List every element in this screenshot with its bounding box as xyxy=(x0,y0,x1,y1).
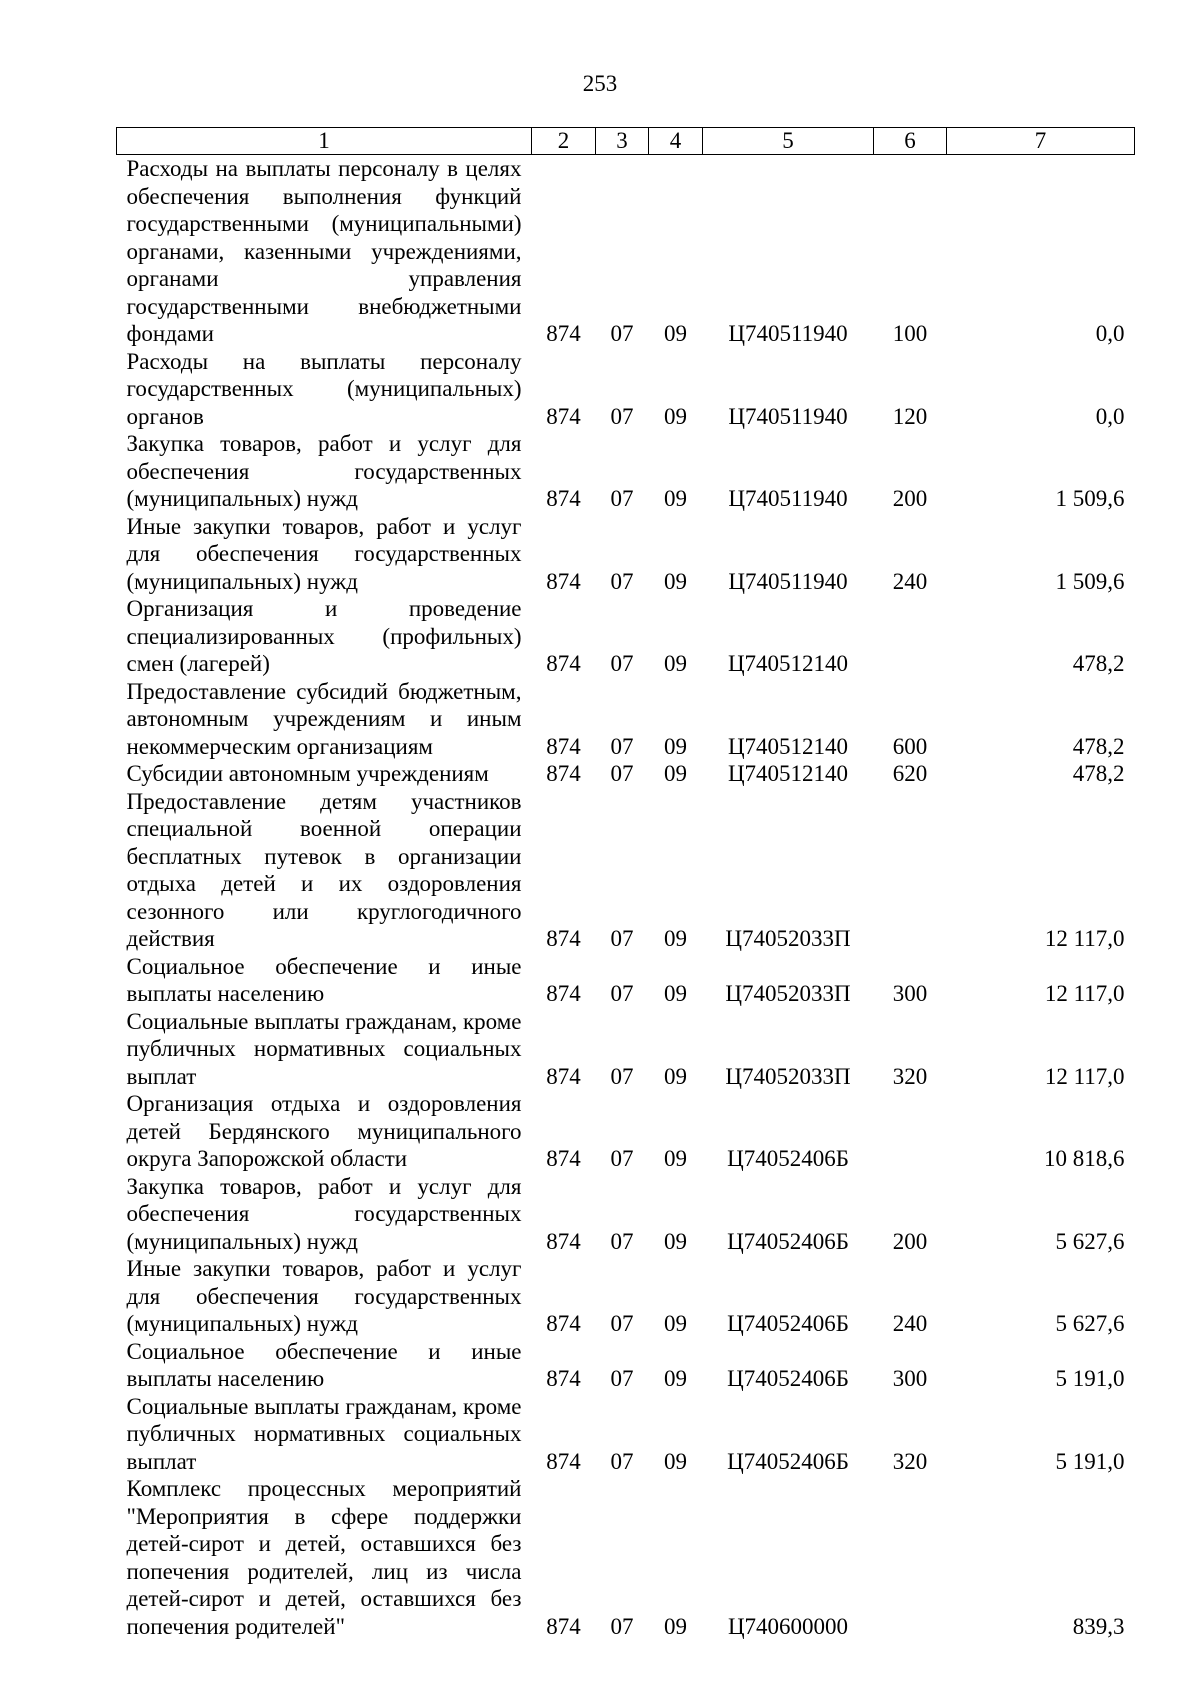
table-header xyxy=(117,128,1135,155)
expense-type-code: 300 xyxy=(892,1366,928,1391)
expense-type-code: 200 xyxy=(892,1228,928,1254)
expense-type-code xyxy=(874,1090,947,1173)
expense-name: Иные закупки товаров, работ и услуг для обеспечения государственных (муниципальных) нужд xyxy=(126,1256,522,1336)
table-row xyxy=(117,760,1135,788)
section-code: 07 xyxy=(610,1228,634,1254)
expense-type-code: 320 xyxy=(892,1448,928,1474)
expense-type-code: 240 xyxy=(892,1311,928,1336)
section-code: 07 xyxy=(610,1146,634,1171)
expense-type-code: 320 xyxy=(892,1063,928,1089)
ministry-code: 874 xyxy=(546,1613,581,1639)
section-code: 07 xyxy=(610,981,634,1006)
amount: 5 627,6 xyxy=(1055,1228,1125,1254)
table-row xyxy=(117,678,1135,761)
subsection-code: 09 xyxy=(664,651,687,676)
subsection-code: 09 xyxy=(664,733,687,759)
table-row xyxy=(117,348,1135,431)
budget-table xyxy=(116,127,1135,1640)
expense-name: Расходы на выплаты персоналу государственных (муниципальных) органов xyxy=(126,348,522,429)
expense-name: Комплекс процессных мероприятий "Мероприятия в сфере поддержки детей-сирот и детей, оставшихся без попечения родителей, лиц из числа детей-сирот и детей, оставшихся без попечения родителей" xyxy=(126,1476,522,1639)
amount: 1 509,6 xyxy=(1055,486,1125,511)
expense-type-code: 100 xyxy=(892,321,928,346)
table-row xyxy=(117,788,1135,953)
subsection-code: 09 xyxy=(664,568,687,594)
table-row xyxy=(117,1393,1135,1476)
target-article-code: Ц740511940 xyxy=(728,568,848,594)
ministry-code: 874 xyxy=(546,568,581,594)
expense-type-code: 300 xyxy=(892,981,928,1006)
amount: 12 117,0 xyxy=(1044,926,1125,951)
section-code: 07 xyxy=(610,486,634,511)
table-row xyxy=(117,155,1135,348)
target-article-code: Ц74052033П xyxy=(725,1063,851,1089)
header-col-3: 3 xyxy=(596,128,649,155)
ministry-code: 874 xyxy=(546,651,581,676)
section-code: 07 xyxy=(610,1613,634,1639)
header-row xyxy=(117,128,1135,155)
expense-type-code: 120 xyxy=(892,403,928,429)
section-code: 07 xyxy=(610,403,634,429)
ministry-code: 874 xyxy=(546,1146,581,1171)
section-code: 07 xyxy=(610,651,634,676)
expense-name: Предоставление субсидий бюджетным, автономным учреждениям и иным некоммерческим организациям xyxy=(126,678,522,759)
expense-type-code: 240 xyxy=(892,568,928,594)
target-article-code: Ц74052406Б xyxy=(727,1311,849,1336)
table-row xyxy=(117,513,1135,596)
expense-name: Предоставление детям участников специальной военной операции бесплатных путевок в организации отдыха детей и их оздоровления сезонного или круглогодичного действия xyxy=(126,788,522,951)
expense-type-code: 200 xyxy=(892,486,928,511)
expense-name: Социальные выплаты гражданам, кроме публичных нормативных социальных выплат xyxy=(126,1393,522,1474)
ministry-code: 874 xyxy=(546,926,581,951)
ministry-code: 874 xyxy=(546,1228,581,1254)
header-col-1: 1 xyxy=(117,128,532,155)
target-article-code: Ц740512140 xyxy=(727,761,849,786)
table-body xyxy=(117,155,1135,1641)
target-article-code: Ц74052406Б xyxy=(727,1366,849,1391)
amount: 5 191,0 xyxy=(1055,1366,1125,1391)
subsection-code: 09 xyxy=(664,403,687,429)
table-row xyxy=(117,595,1135,678)
expense-name: Закупка товаров, работ и услуг для обеспечения государственных (муниципальных) нужд xyxy=(126,431,522,511)
subsection-code: 09 xyxy=(664,1366,687,1391)
subsection-code: 09 xyxy=(664,1448,687,1474)
expense-name: Организация и проведение специализированных (профильных) смен (лагерей) xyxy=(126,596,522,676)
section-code: 07 xyxy=(610,1063,634,1089)
amount: 839,3 xyxy=(1072,1613,1125,1639)
ministry-code: 874 xyxy=(546,1448,581,1474)
target-article-code: Ц740511940 xyxy=(728,321,848,346)
header-col-5: 5 xyxy=(703,128,874,155)
amount: 0,0 xyxy=(1095,321,1125,346)
section-code: 07 xyxy=(610,1311,634,1336)
subsection-code: 09 xyxy=(664,321,687,346)
subsection-code: 09 xyxy=(664,926,687,951)
table-row xyxy=(117,1008,1135,1091)
subsection-code: 09 xyxy=(664,981,687,1006)
section-code: 07 xyxy=(610,733,634,759)
expense-name: Социальные выплаты гражданам, кроме публичных нормативных социальных выплат xyxy=(126,1008,522,1089)
target-article-code: Ц74052406Б xyxy=(727,1228,849,1254)
amount: 10 818,6 xyxy=(1044,1146,1125,1171)
target-article-code: Ц74052406Б xyxy=(727,1448,849,1474)
subsection-code: 09 xyxy=(664,1146,687,1171)
table-row xyxy=(117,430,1135,513)
target-article-code: Ц74052406Б xyxy=(727,1146,849,1171)
amount: 12 117,0 xyxy=(1044,1063,1125,1089)
target-article-code: Ц740511940 xyxy=(728,486,848,511)
section-code: 07 xyxy=(610,761,634,786)
expense-type-code xyxy=(874,595,947,678)
ministry-code: 874 xyxy=(546,981,581,1006)
ministry-code: 874 xyxy=(546,1366,581,1391)
expense-name: Закупка товаров, работ и услуг для обеспечения государственных (муниципальных) нужд xyxy=(126,1173,522,1254)
subsection-code: 09 xyxy=(664,761,687,786)
ministry-code: 874 xyxy=(546,1311,581,1336)
target-article-code: Ц74052033П xyxy=(725,981,851,1006)
target-article-code: Ц740512140 xyxy=(727,651,849,676)
amount: 478,2 xyxy=(1072,733,1125,759)
expense-name: Иные закупки товаров, работ и услуг для обеспечения государственных (муниципальных) нужд xyxy=(126,513,522,594)
amount: 12 117,0 xyxy=(1044,981,1125,1006)
section-code: 07 xyxy=(610,568,634,594)
amount: 478,2 xyxy=(1072,761,1125,786)
header-col-6: 6 xyxy=(874,128,947,155)
target-article-code: Ц740511940 xyxy=(728,403,848,429)
amount: 5 191,0 xyxy=(1055,1448,1125,1474)
target-article-code: Ц74052033П xyxy=(725,926,851,951)
subsection-code: 09 xyxy=(664,1613,687,1639)
ministry-code: 874 xyxy=(546,1063,581,1089)
ministry-code: 874 xyxy=(546,733,581,759)
expense-type-code: 600 xyxy=(892,733,928,759)
section-code: 07 xyxy=(610,321,634,346)
amount: 5 627,6 xyxy=(1055,1311,1125,1336)
expense-name: Социальное обеспечение и иные выплаты населению xyxy=(126,1338,522,1391)
subsection-code: 09 xyxy=(664,1311,687,1336)
ministry-code: 874 xyxy=(546,761,581,786)
section-code: 07 xyxy=(610,1448,634,1474)
subsection-code: 09 xyxy=(664,486,687,511)
table-row xyxy=(117,1338,1135,1393)
subsection-code: 09 xyxy=(664,1228,687,1254)
ministry-code: 874 xyxy=(546,403,581,429)
expense-name: Организация отдыха и оздоровления детей Бердянского муниципального округа Запорожской области xyxy=(126,1091,522,1171)
amount: 1 509,6 xyxy=(1055,568,1125,594)
header-col-4: 4 xyxy=(649,128,703,155)
ministry-code: 874 xyxy=(546,321,581,346)
target-article-code: Ц740512140 xyxy=(727,733,849,759)
section-code: 07 xyxy=(610,926,634,951)
table-row xyxy=(117,1255,1135,1338)
expense-type-code: 620 xyxy=(892,761,928,786)
amount: 478,2 xyxy=(1072,651,1125,676)
header-col-2: 2 xyxy=(532,128,596,155)
amount: 0,0 xyxy=(1095,403,1125,429)
table-row xyxy=(117,953,1135,1008)
header-col-7: 7 xyxy=(947,128,1135,155)
table-row xyxy=(117,1090,1135,1173)
ministry-code: 874 xyxy=(546,486,581,511)
table-row xyxy=(117,1475,1135,1640)
expense-type-code xyxy=(874,1475,947,1640)
expense-type-code xyxy=(874,788,947,953)
expense-name: Субсидии автономным учреждениям xyxy=(126,761,489,786)
expense-name: Социальное обеспечение и иные выплаты населению xyxy=(126,953,522,1006)
section-code: 07 xyxy=(610,1366,634,1391)
table-row xyxy=(117,1173,1135,1256)
subsection-code: 09 xyxy=(664,1063,687,1089)
expense-name: Расходы на выплаты персоналу в целях обеспечения выполнения функций государственными (муниципальными) органами, казенными учреждениями, органами управления государственными внебюджетными фондами xyxy=(126,156,522,346)
page-number: 253 xyxy=(582,71,618,96)
target-article-code: Ц740600000 xyxy=(727,1613,849,1639)
